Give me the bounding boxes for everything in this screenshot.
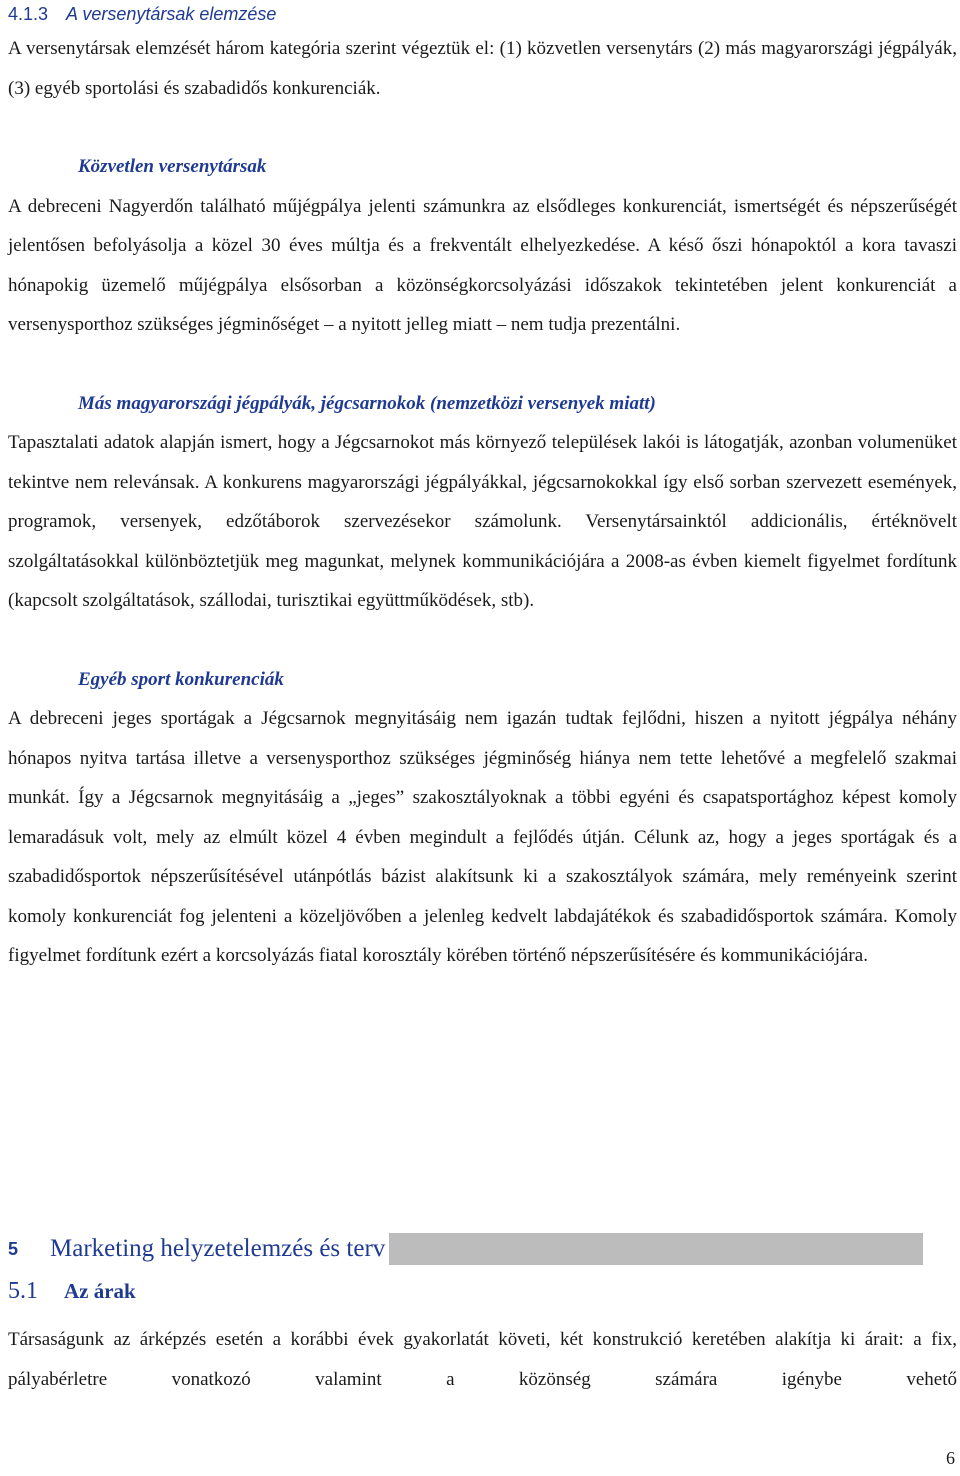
sport-competition-paragraph: A debreceni jeges sportágak a Jégcsarnok megnyitásáig nem igazán tudtak fejlődni, hiszen a nyitott jégpálya néhány hónapos nyitva tartása illetve a versenysporthoz szükséges jégminőség hiánya nem tette lehetővé a megfelelő szakmai munkát. Így a Jégcsarnok megnyitásáig a „jeges” szakosztályoknak a többi egyéni és csapatsportághoz képest komoly lemaradásuk volt, mely az elmúlt közel 4 évben megindult a fejlődés útján. Célunk az, hogy a jeges sportágak és a szabadidősportok népszerűsítésével utánpótlás bázist alakítsunk ki a szakosztályok számára, mely reményeink szerint komoly konkurenciát fog jelenteni a közeljövőben a jelenleg kedvelt labdajátékok és szabadidősportok számára. Komoly figyelmet fordítunk ezért a korcsolyázás fiatal korosztály körében történő népszerűsítésére és kommunikációjára.	[8, 708, 957, 966]
other-rinks-paragraph: Tapasztalati adatok alapján ismert, hogy a Jégcsarnokot más környező települések lakói is látogatják, azonban volumenüket tekintve nem relevánsak. A konkurens magyarországi jégpályákkal, jégcsarnokokkal így első sorban szervezett események, programok, versenyek, edzőtáborok szervezésekor számolunk. Versenytársainktól addicionális, értéknövelt szolgáltatásokkal különböztetjük meg magunkat, melynek kommunikációjára a 2008-as évben kiemelt figyelmet fordítunk (kapcsolt szolgáltatások, szállodai, turisztikai együttműködések, stb).	[8, 432, 957, 611]
chapter-title: Marketing helyzetelemzés és terv	[50, 1233, 389, 1265]
prices-paragraph: Társaságunk az árképzés esetén a korábbi évek gyakorlatát követi, két konstrukció keretében alakítja ki árait: a fix, pályabérletre vonatkozó valamint a közönség számára igénybe vehető	[8, 1329, 957, 1390]
section-5-1-heading	[8, 1278, 136, 1314]
other-rinks-heading: Más magyarországi jégpályák, jégcsarnokok (nemzetközi versenyek miatt)	[78, 392, 656, 414]
direct-competitors-paragraph: A debreceni Nagyerdőn található műjégpálya jelenti számunkra az elsődleges konkurenciát, ismertségét és népszerűségét jelentősen befolyásolja a közel 30 éves múltja és a frekventált elhelyezkedése. A késő őszi hónapoktól a kora tavaszi hónapokig üzemelő műjégpálya elsősorban a közönségkorcsolyázási időszakok tekintetében jelent konkurenciát a versenysporthoz szükséges jégminőséget – a nyitott jelleg miatt – nem tudja prezentálni.	[8, 195, 957, 335]
section-4-1-3-heading	[8, 0, 957, 29]
document-page	[8, 0, 957, 976]
section-number: 4.1.3	[8, 4, 49, 24]
chapter-number: 5	[8, 1238, 19, 1259]
page-number: 6	[946, 1448, 955, 1468]
sport-competition-heading: Egyéb sport konkurenciák	[78, 668, 284, 690]
section-number: 5.1	[8, 1278, 38, 1304]
intro-paragraph: A versenytársak elemzését három kategória szerint végeztük el: (1) közvetlen versenytárs (2) más magyarországi jégpályák, (3) egyéb sportolási és szabadidős konkurenciák.	[8, 38, 957, 99]
chapter-title-bar	[50, 1233, 923, 1265]
section-title: A versenytársak elemzése	[66, 4, 277, 24]
direct-competitors-heading: Közvetlen versenytársak	[78, 156, 267, 177]
section-title: Az árak	[64, 1279, 136, 1303]
chapter-5-heading	[8, 1233, 923, 1265]
